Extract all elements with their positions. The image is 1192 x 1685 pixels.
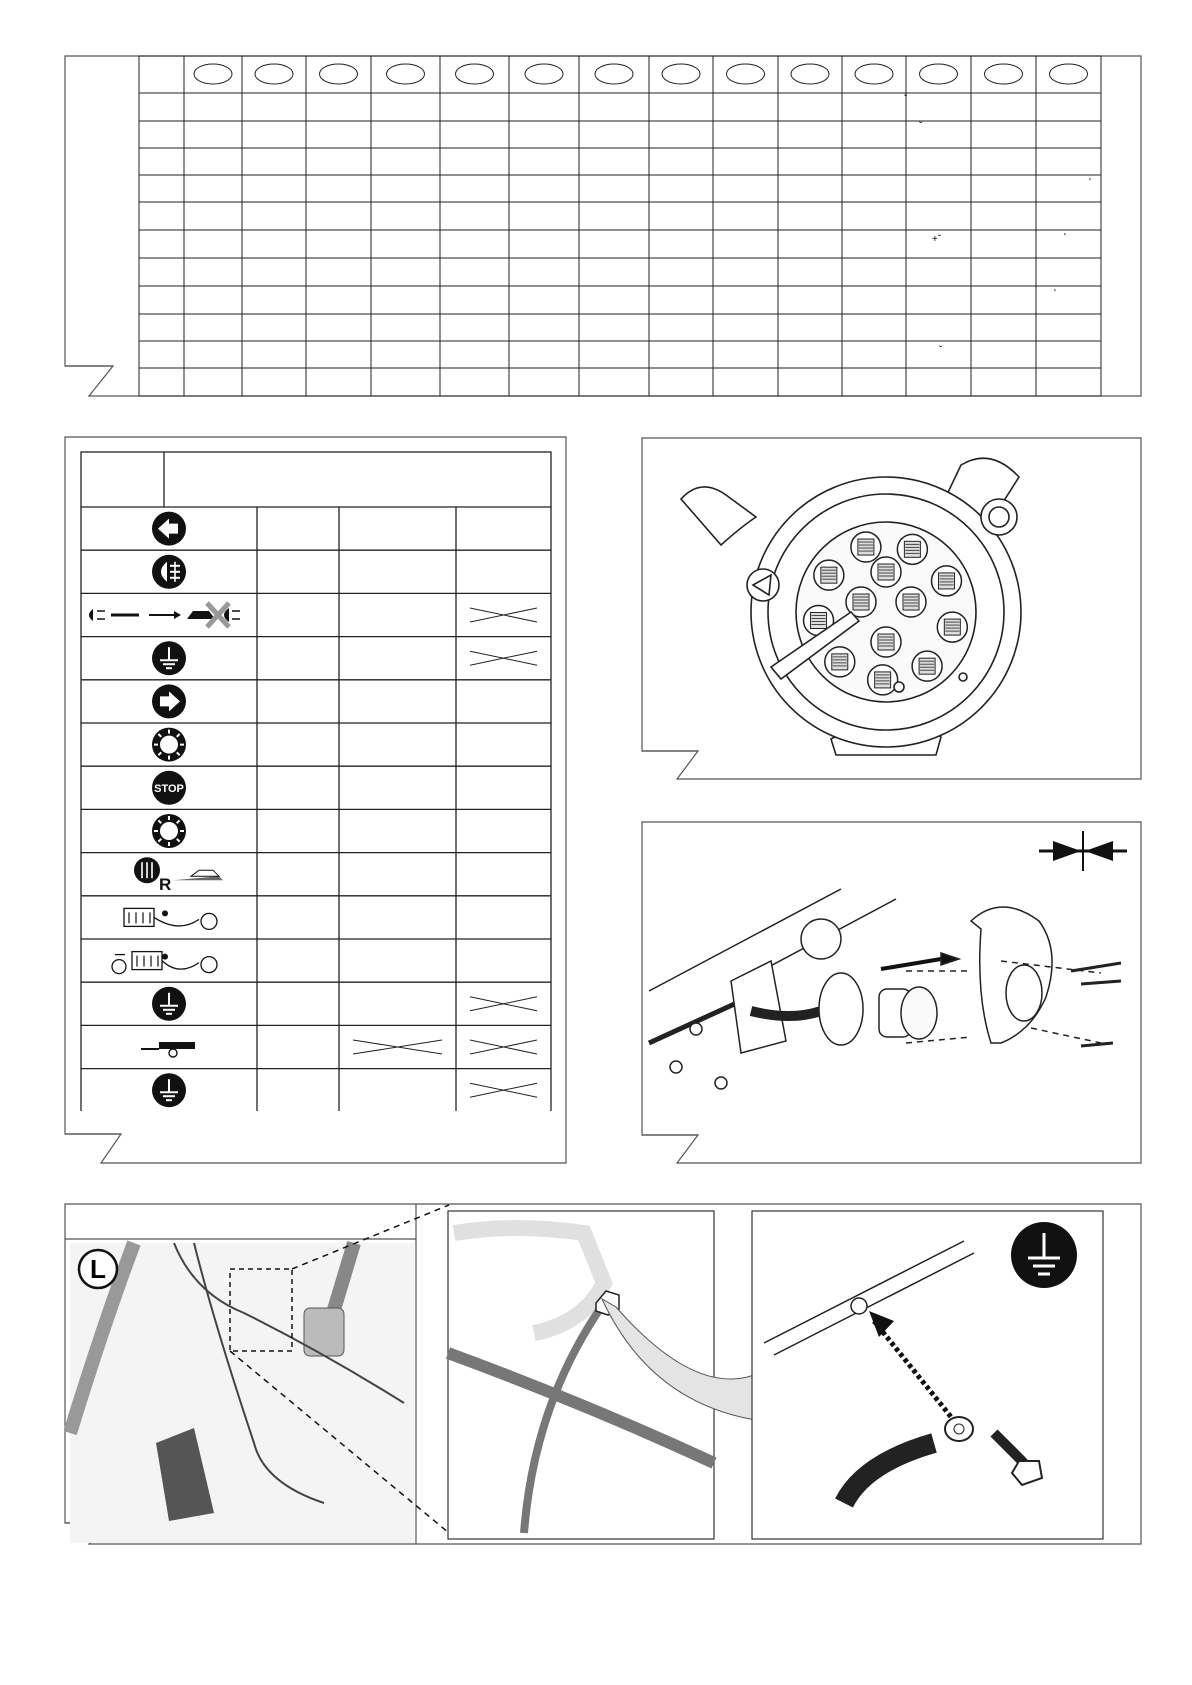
crossed-cell: [470, 1040, 537, 1054]
ground-icon: [152, 1073, 186, 1107]
tail-light-right-icon: [152, 814, 186, 848]
tail-light-left-icon: [152, 728, 186, 762]
header-circle: [387, 64, 425, 84]
socket-13-pin-front-icon: [681, 458, 1021, 755]
side-marker-circle: [79, 1250, 117, 1288]
socket-pin: [896, 587, 926, 617]
small-mark: ': [1054, 288, 1056, 299]
header-circle: [194, 64, 232, 84]
stop-label: STOP: [154, 782, 184, 795]
header-circle: [985, 64, 1023, 84]
rear-fog-light-icon: [152, 555, 186, 589]
permanent-power-icon: [124, 908, 217, 929]
crossed-cell: [470, 651, 537, 665]
header-circle: [320, 64, 358, 84]
header-circle: [727, 64, 765, 84]
top-table-grid: [139, 56, 1101, 396]
header-circle: [525, 64, 563, 84]
socket-pin: [825, 647, 855, 677]
header-circle: [662, 64, 700, 84]
trailer-detection-icon: [141, 1042, 195, 1057]
assembly-panel: [641, 821, 1142, 1164]
reverse-light-icon: [134, 857, 223, 894]
side-marker-label: L: [90, 1254, 106, 1284]
header-circle: [255, 64, 293, 84]
pin-table-svg: [80, 451, 552, 1111]
car-interior-drawing: [70, 1205, 449, 1543]
reverse-label: R: [159, 875, 172, 895]
pin-table-grid: [81, 452, 551, 1111]
ground-icon: [1011, 1222, 1077, 1288]
fog-light-cutoff-icon: [89, 603, 240, 627]
header-circle: [456, 64, 494, 84]
header-circle: [791, 64, 829, 84]
ground-icon: [152, 987, 186, 1021]
header-circle: [1050, 64, 1088, 84]
socket-pin: [937, 612, 967, 642]
small-mark: ˇ: [919, 121, 923, 132]
pin-table: [80, 451, 552, 1111]
right-turn-signal-icon: [152, 684, 186, 718]
header-circle: [855, 64, 893, 84]
top-table-svg: [64, 55, 1142, 397]
socket-pin: [931, 566, 961, 596]
table-outline: [65, 56, 1141, 396]
left-turn-signal-icon: [152, 512, 186, 546]
socket-pin: [871, 627, 901, 657]
socket-panel: [641, 437, 1142, 780]
crossed-cell: [470, 608, 537, 622]
ground-panel: [64, 1203, 1142, 1545]
crossed-cell: [353, 1040, 442, 1054]
ground-panel-svg: [64, 1203, 1142, 1545]
small-mark: ˇ: [939, 345, 943, 356]
crossed-cell: [470, 1083, 537, 1097]
crossed-cell: [470, 997, 537, 1011]
assembly-panel-svg: [641, 821, 1142, 1164]
socket-pin: [851, 532, 881, 562]
socket-pin: [871, 557, 901, 587]
ground-bolt-closeup: [752, 1211, 1103, 1539]
small-mark: ': [1089, 177, 1091, 188]
ground-icon: [152, 641, 186, 675]
socket-pin: [868, 665, 898, 695]
tow-bar-assembly-drawing: [649, 889, 1121, 1089]
socket-panel-svg: [641, 437, 1142, 780]
small-mark: ': [1064, 232, 1066, 243]
small-mark: +ˇ: [932, 234, 942, 245]
small-mark: ˇ: [904, 94, 908, 105]
stop-light-icon: [152, 771, 186, 805]
socket-pin: [814, 560, 844, 590]
header-circle: [920, 64, 958, 84]
socket-pin: [897, 534, 927, 564]
top-table-frame: [64, 55, 1142, 397]
torque-symbol-icon: [1039, 831, 1127, 871]
header-circle: [595, 64, 633, 84]
ignition-power-icon: [112, 952, 217, 974]
socket-pin: [912, 651, 942, 681]
